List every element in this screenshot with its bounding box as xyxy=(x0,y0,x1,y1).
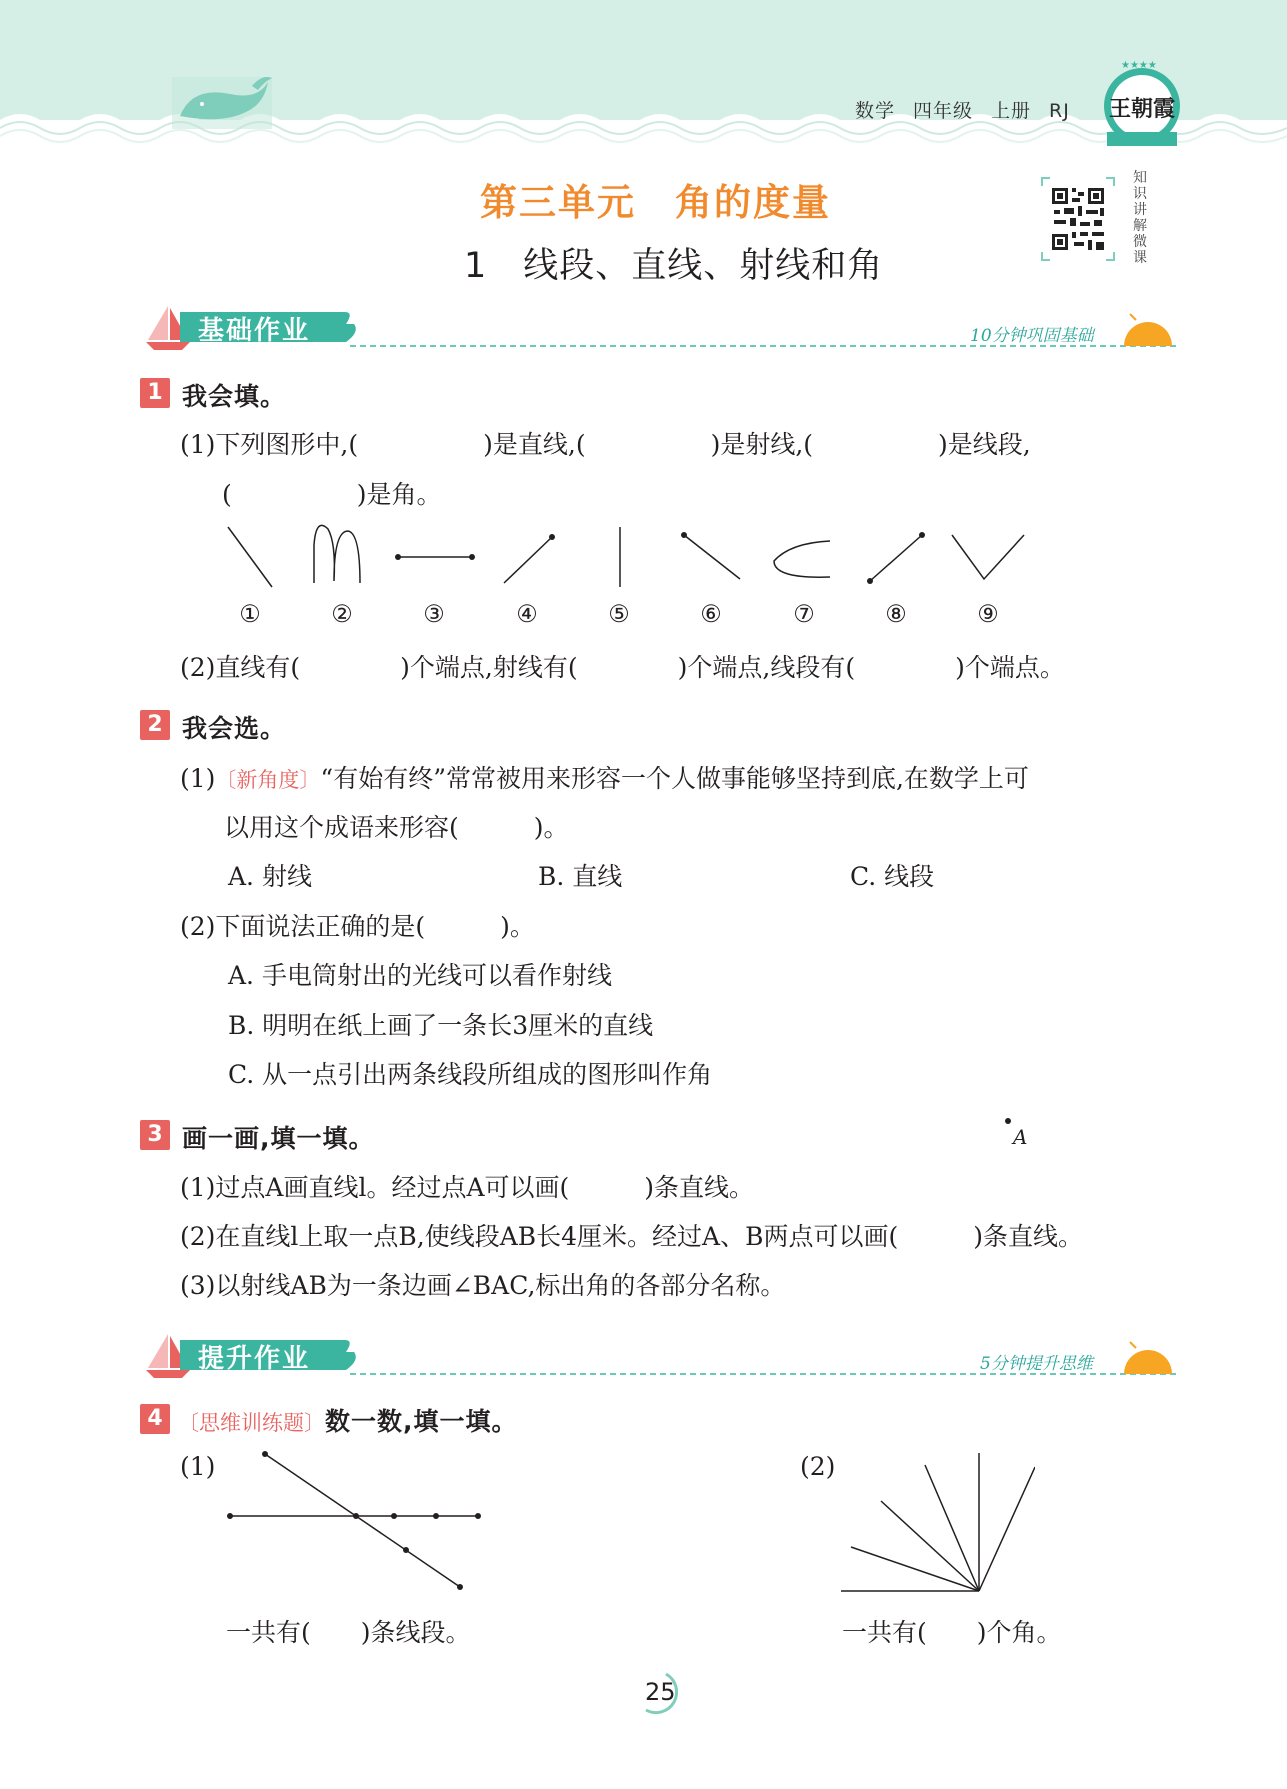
figure-label: ④ xyxy=(516,600,538,628)
subject-line xyxy=(855,96,1070,123)
q2-option-b[interactable]: B. 直线 xyxy=(538,862,623,891)
q2-option-a[interactable]: A. 射线 xyxy=(228,862,312,891)
lesson-title: 1 线段、直线、射线和角 xyxy=(464,246,884,286)
point-a-label: A xyxy=(1013,1125,1028,1149)
q3-part3: (3)以射线AB为一条边画∠BAC,标出角的各部分名称。 xyxy=(180,1271,786,1300)
q4-figure-2 xyxy=(835,1445,1035,1595)
new-angle-tag: 〔新角度〕 xyxy=(215,768,321,792)
subject-label: 数学 xyxy=(855,100,896,122)
q1-part2: (2)直线有( )个端点,射线有( )个端点,线段有( )个端点。 xyxy=(180,653,1065,682)
question-title: 画一画,填一填。 xyxy=(182,1124,375,1153)
page-number: 25 xyxy=(645,1678,676,1706)
q2-option-c[interactable]: C. 线段 xyxy=(850,862,935,891)
thinking-training-tag: 〔思维训练题〕 xyxy=(178,1411,325,1435)
q4-sub1-label: (1) xyxy=(180,1452,216,1481)
section-advanced-label: 提升作业 xyxy=(198,1344,311,1374)
q3-part1: (1)过点A画直线l。经过点A可以画( )条直线。 xyxy=(180,1173,755,1202)
figure-label: ② xyxy=(331,600,353,628)
unit-title: 第三单元 角的度量 xyxy=(480,181,831,224)
q2-part1-prefix: (1) xyxy=(180,764,216,793)
figure-6-endpoint xyxy=(681,532,687,538)
qr-code-icon xyxy=(1040,176,1116,262)
question-number: 2 xyxy=(140,710,170,740)
q2-part2: (2)下面说法正确的是( )。 xyxy=(180,912,535,941)
figure-label: ⑦ xyxy=(793,600,815,628)
figure-4-ray xyxy=(504,537,552,583)
figure-3-endpoint xyxy=(395,554,401,560)
q1-part1-line2: ( )是角。 xyxy=(222,480,442,509)
q4-sub2-answer: 一共有( )个角。 xyxy=(842,1618,1062,1647)
figure-3-endpoint xyxy=(469,554,475,560)
figure-label: ③ xyxy=(423,600,445,628)
brand-name: 王朝霞 xyxy=(1109,96,1176,122)
figure-8-endpoint xyxy=(867,578,873,584)
figure-label: ① xyxy=(239,600,261,628)
figure-9-angle xyxy=(952,535,1024,579)
volume-label: 上册 xyxy=(991,100,1032,122)
figure-label: ⑥ xyxy=(700,600,722,628)
qr-code[interactable] xyxy=(1040,176,1116,262)
figure-2-curve xyxy=(314,525,360,583)
question-number: 3 xyxy=(140,1120,170,1150)
svg-text:★★★★: ★★★★ xyxy=(1121,60,1157,71)
question-number: 4 xyxy=(140,1404,170,1434)
point-a-dot xyxy=(1003,1116,1013,1126)
section-basic-note: 10分钟巩固基础 xyxy=(970,326,1094,346)
figure-label: ⑧ xyxy=(885,600,907,628)
figure-4-endpoint xyxy=(549,534,555,540)
question-title: 我会选。 xyxy=(182,714,287,743)
q1-part1-line1: (1)下列图形中,( )是直线,( )是射线,( )是线段, xyxy=(180,430,1031,459)
q2-part1-line2: 以用这个成语来形容( )。 xyxy=(224,813,569,842)
brand-logo xyxy=(1101,58,1183,150)
q4-figure-1 xyxy=(220,1445,490,1595)
q4-title-line xyxy=(178,1402,518,1438)
q1-figures xyxy=(210,515,1040,595)
figure-label: ⑨ xyxy=(977,600,999,628)
q2-part2-option-a[interactable]: A. 手电筒射出的光线可以看作射线 xyxy=(228,961,612,990)
figure-7-curve xyxy=(774,541,830,577)
question-number: 1 xyxy=(140,378,170,408)
figure-6-ray xyxy=(684,535,740,579)
question-title: 数一数,填一填。 xyxy=(325,1407,518,1436)
figure-1-line xyxy=(228,527,272,587)
qr-caption-char: 讲 xyxy=(1133,202,1147,218)
q4-sub2-label: (2) xyxy=(800,1452,836,1481)
q2-part1-text: “有始有终”常常被用来形容一个人做事能够坚持到底,在数学上可 xyxy=(320,764,1029,793)
question-title: 我会填。 xyxy=(182,382,287,411)
figure-label: ⑤ xyxy=(608,600,630,628)
section-basic-label: 基础作业 xyxy=(198,316,311,346)
qr-caption-char: 知 xyxy=(1133,170,1147,186)
figure-8-segment xyxy=(870,535,922,581)
qr-caption-char: 识 xyxy=(1133,186,1147,202)
section-advanced-note: 5分钟提升思维 xyxy=(980,1354,1093,1374)
whale-icon xyxy=(172,72,278,132)
edition-label: RJ xyxy=(1049,100,1070,122)
q2-part2-option-c[interactable]: C. 从一点引出两条线段所组成的图形叫作角 xyxy=(228,1060,713,1089)
q3-part2: (2)在直线l上取一点B,使线段AB长4厘米。经过A、B两点可以画( )条直线。 xyxy=(180,1222,1083,1251)
qr-caption-char: 解 xyxy=(1133,218,1147,234)
grade-label: 四年级 xyxy=(913,100,974,122)
q2-part2-option-b[interactable]: B. 明明在纸上画了一条长3厘米的直线 xyxy=(228,1011,654,1040)
q2-part1-line1 xyxy=(180,759,1029,795)
q4-sub1-answer: 一共有( )条线段。 xyxy=(226,1618,471,1647)
qr-caption-char: 课 xyxy=(1133,250,1147,266)
qr-caption-char: 微 xyxy=(1133,234,1147,250)
qr-caption xyxy=(1132,170,1148,266)
figure-8-endpoint xyxy=(919,532,925,538)
